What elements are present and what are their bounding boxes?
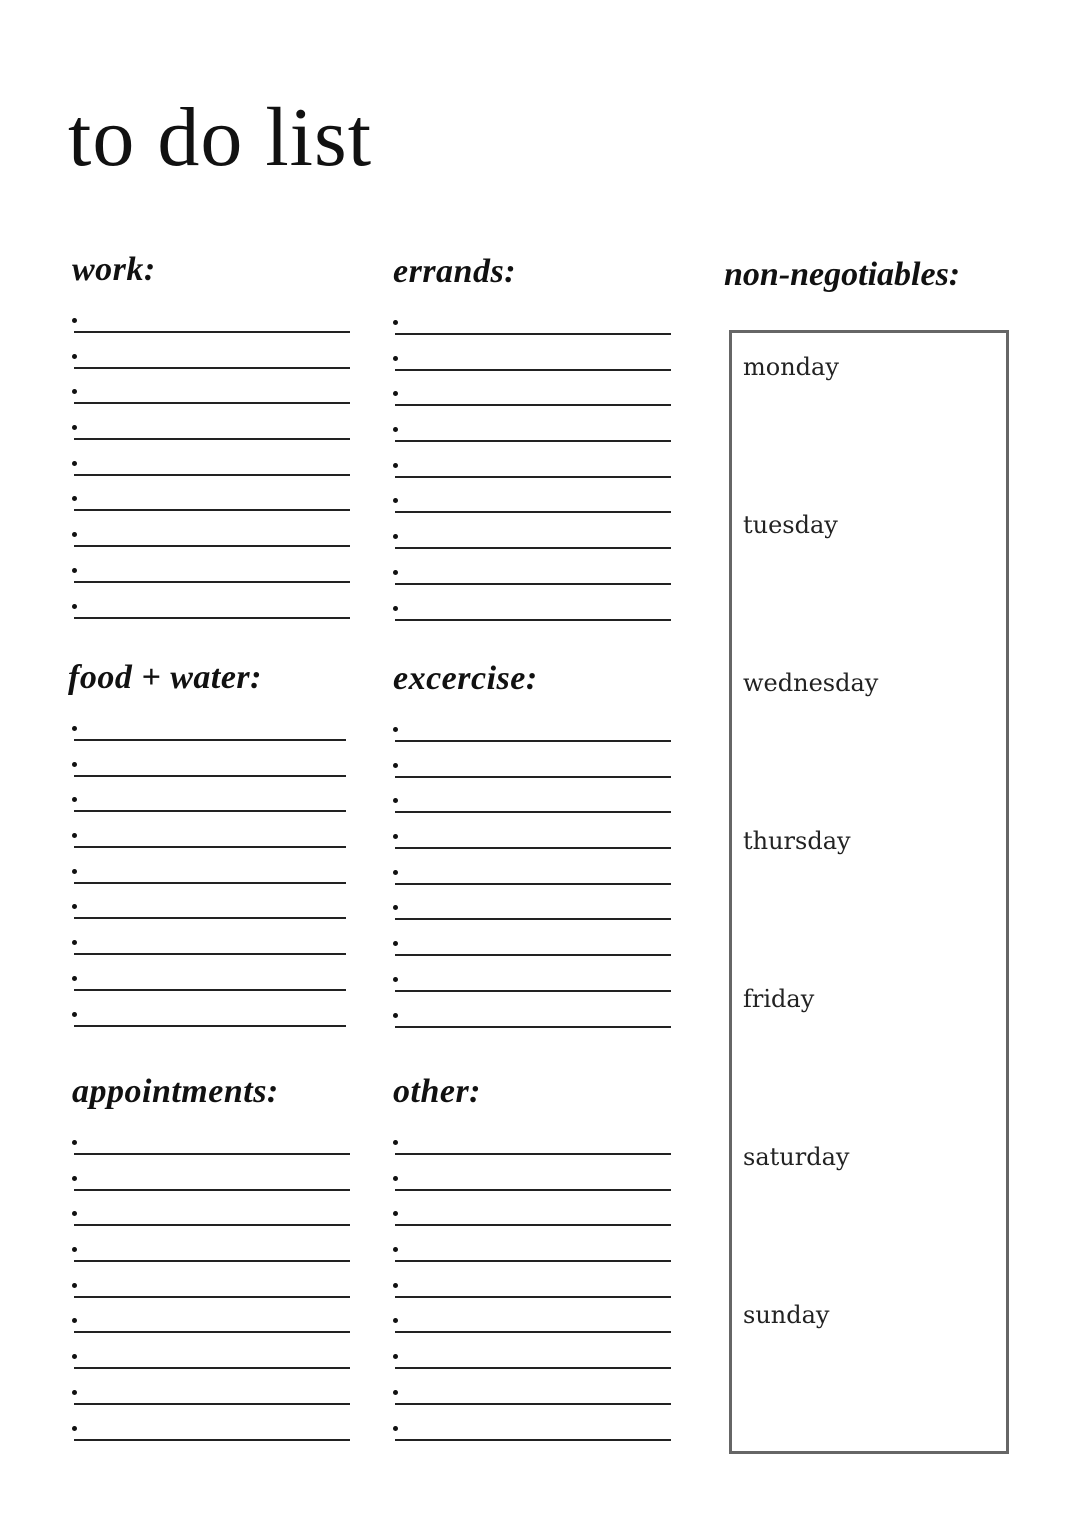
bullet-icon xyxy=(72,1012,77,1017)
bullet-icon xyxy=(72,940,77,945)
write-line[interactable] xyxy=(393,563,683,599)
write-line-rule xyxy=(74,917,346,919)
write-line[interactable] xyxy=(72,755,358,791)
bullet-icon xyxy=(393,1176,398,1181)
bullet-icon xyxy=(393,1426,398,1431)
bullet-icon xyxy=(393,1211,398,1216)
write-line[interactable] xyxy=(72,1133,362,1169)
bullet-icon xyxy=(393,391,398,396)
bullet-icon xyxy=(393,498,398,503)
bullet-icon xyxy=(72,604,77,609)
bullet-icon xyxy=(72,389,77,394)
bullet-icon xyxy=(393,606,398,611)
food-water-heading: food + water: xyxy=(68,659,262,696)
write-line-rule xyxy=(395,547,671,549)
bullet-icon xyxy=(72,496,77,501)
bullet-icon xyxy=(72,354,77,359)
bullet-icon xyxy=(393,941,398,946)
bullet-icon xyxy=(72,1176,77,1181)
food-water-section xyxy=(68,661,358,1040)
write-line[interactable] xyxy=(72,1169,362,1205)
write-line[interactable] xyxy=(72,418,362,454)
write-line[interactable] xyxy=(72,1240,362,1276)
work-lines xyxy=(72,311,362,632)
write-line[interactable] xyxy=(393,1169,683,1205)
write-line-rule xyxy=(74,438,350,440)
write-line-rule xyxy=(74,474,350,476)
day-saturday: saturday xyxy=(743,1143,850,1171)
write-line-rule xyxy=(74,953,346,955)
write-line-rule xyxy=(395,954,671,956)
excercise-section xyxy=(393,662,683,1041)
bullet-icon xyxy=(393,1318,398,1323)
bullet-icon xyxy=(72,568,77,573)
write-line-rule xyxy=(395,1026,671,1028)
bullet-icon xyxy=(72,425,77,430)
write-line-rule xyxy=(395,740,671,742)
write-line-rule xyxy=(395,1224,671,1226)
write-line[interactable] xyxy=(393,491,683,527)
write-line[interactable] xyxy=(393,349,683,385)
write-line[interactable] xyxy=(393,1311,683,1347)
write-line-rule xyxy=(395,404,671,406)
bullet-icon xyxy=(393,320,398,325)
write-line-rule xyxy=(74,545,350,547)
non-negotiables-heading: non-negotiables: xyxy=(724,256,961,293)
write-line[interactable] xyxy=(72,1419,362,1455)
write-line-rule xyxy=(395,1296,671,1298)
write-line-rule xyxy=(395,619,671,621)
write-line[interactable] xyxy=(393,1240,683,1276)
bullet-icon xyxy=(72,318,77,323)
write-line[interactable] xyxy=(393,720,683,756)
bullet-icon xyxy=(72,762,77,767)
write-line-rule xyxy=(74,509,350,511)
bullet-icon xyxy=(72,1283,77,1288)
write-line-rule xyxy=(395,1153,671,1155)
write-line[interactable] xyxy=(72,1311,362,1347)
bullet-icon xyxy=(72,461,77,466)
errands-section xyxy=(393,255,683,634)
write-line-rule xyxy=(395,333,671,335)
appointments-lines xyxy=(72,1133,362,1454)
write-line[interactable] xyxy=(72,597,362,633)
write-line[interactable] xyxy=(72,525,362,561)
write-line-rule xyxy=(74,1296,350,1298)
day-wednesday: wednesday xyxy=(743,669,879,697)
write-line-rule xyxy=(74,1153,350,1155)
bullet-icon xyxy=(72,1318,77,1323)
write-line[interactable] xyxy=(72,933,358,969)
bullet-icon xyxy=(393,570,398,575)
write-line-rule xyxy=(395,1189,671,1191)
write-line-rule xyxy=(395,440,671,442)
bullet-icon xyxy=(72,1354,77,1359)
work-section xyxy=(72,253,362,632)
bullet-icon xyxy=(72,1211,77,1216)
bullet-icon xyxy=(393,1013,398,1018)
write-line-rule xyxy=(395,1331,671,1333)
write-line[interactable] xyxy=(393,527,683,563)
write-line-rule xyxy=(395,1367,671,1369)
write-line-rule xyxy=(395,476,671,478)
write-line-rule xyxy=(395,511,671,513)
bullet-icon xyxy=(72,869,77,874)
write-line[interactable] xyxy=(393,1383,683,1419)
bullet-icon xyxy=(72,726,77,731)
write-line[interactable] xyxy=(72,719,358,755)
bullet-icon xyxy=(393,834,398,839)
non-negotiables-box xyxy=(729,330,1009,1454)
bullet-icon xyxy=(72,833,77,838)
food-water-lines xyxy=(72,719,358,1040)
write-line-rule xyxy=(74,1331,350,1333)
write-line-rule xyxy=(395,847,671,849)
write-line-rule xyxy=(395,583,671,585)
write-line-rule xyxy=(395,1260,671,1262)
bullet-icon xyxy=(393,798,398,803)
write-line[interactable] xyxy=(72,897,358,933)
write-line[interactable] xyxy=(72,489,362,525)
write-line-rule xyxy=(395,883,671,885)
write-line[interactable] xyxy=(393,756,683,792)
errands-lines xyxy=(393,313,683,634)
write-line-rule xyxy=(395,990,671,992)
write-line-rule xyxy=(395,369,671,371)
errands-heading: errands: xyxy=(393,253,517,290)
write-line[interactable] xyxy=(393,791,683,827)
bullet-icon xyxy=(72,1426,77,1431)
write-line-rule xyxy=(74,989,346,991)
other-lines xyxy=(393,1133,683,1454)
write-line-rule xyxy=(395,1439,671,1441)
bullet-icon xyxy=(72,1140,77,1145)
write-line-rule xyxy=(74,617,350,619)
write-line-rule xyxy=(74,739,346,741)
write-line[interactable] xyxy=(72,1005,358,1041)
write-line[interactable] xyxy=(393,599,683,635)
bullet-icon xyxy=(393,427,398,432)
write-line[interactable] xyxy=(72,1383,362,1419)
bullet-icon xyxy=(72,797,77,802)
write-line[interactable] xyxy=(393,1347,683,1383)
bullet-icon xyxy=(72,904,77,909)
excercise-lines xyxy=(393,720,683,1041)
bullet-icon xyxy=(393,763,398,768)
write-line[interactable] xyxy=(72,382,362,418)
bullet-icon xyxy=(393,1283,398,1288)
bullet-icon xyxy=(393,727,398,732)
bullet-icon xyxy=(72,976,77,981)
write-line-rule xyxy=(395,1403,671,1405)
appointments-heading: appointments: xyxy=(72,1073,279,1110)
write-line[interactable] xyxy=(393,970,683,1006)
bullet-icon xyxy=(393,1354,398,1359)
bullet-icon xyxy=(393,1247,398,1252)
bullet-icon xyxy=(393,905,398,910)
write-line-rule xyxy=(395,918,671,920)
write-line[interactable] xyxy=(72,1276,362,1312)
bullet-icon xyxy=(393,870,398,875)
write-line-rule xyxy=(395,776,671,778)
appointments-section xyxy=(72,1075,362,1454)
write-line[interactable] xyxy=(393,1204,683,1240)
day-monday: monday xyxy=(743,353,839,381)
bullet-icon xyxy=(393,1390,398,1395)
day-thursday: thursday xyxy=(743,827,851,855)
other-heading: other: xyxy=(393,1073,481,1110)
bullet-icon xyxy=(393,977,398,982)
write-line[interactable] xyxy=(393,456,683,492)
bullet-icon xyxy=(72,1390,77,1395)
bullet-icon xyxy=(72,532,77,537)
write-line[interactable] xyxy=(72,790,358,826)
write-line[interactable] xyxy=(393,313,683,349)
write-line[interactable] xyxy=(393,827,683,863)
write-line-rule xyxy=(74,810,346,812)
write-line[interactable] xyxy=(393,863,683,899)
write-line[interactable] xyxy=(393,1006,683,1042)
write-line[interactable] xyxy=(393,1133,683,1169)
write-line-rule xyxy=(74,367,350,369)
day-friday: friday xyxy=(743,985,815,1013)
bullet-icon xyxy=(393,1140,398,1145)
day-tuesday: tuesday xyxy=(743,511,838,539)
write-line[interactable] xyxy=(393,1419,683,1455)
write-line-rule xyxy=(74,1439,350,1441)
write-line-rule xyxy=(395,811,671,813)
write-line[interactable] xyxy=(72,1204,362,1240)
write-line-rule xyxy=(74,1260,350,1262)
write-line-rule xyxy=(74,1224,350,1226)
write-line-rule xyxy=(74,882,346,884)
write-line[interactable] xyxy=(393,934,683,970)
write-line[interactable] xyxy=(393,384,683,420)
write-line[interactable] xyxy=(72,1347,362,1383)
bullet-icon xyxy=(393,534,398,539)
write-line[interactable] xyxy=(72,862,358,898)
write-line[interactable] xyxy=(393,420,683,456)
write-line[interactable] xyxy=(72,969,358,1005)
write-line-rule xyxy=(74,1403,350,1405)
write-line[interactable] xyxy=(393,898,683,934)
page-title: to do list xyxy=(68,91,373,184)
day-sunday: sunday xyxy=(743,1301,830,1329)
write-line[interactable] xyxy=(72,826,358,862)
write-line[interactable] xyxy=(393,1276,683,1312)
bullet-icon xyxy=(72,1247,77,1252)
write-line-rule xyxy=(74,402,350,404)
write-line-rule xyxy=(74,581,350,583)
write-line-rule xyxy=(74,331,350,333)
excercise-heading: excercise: xyxy=(393,660,538,697)
write-line[interactable] xyxy=(72,454,362,490)
write-line-rule xyxy=(74,775,346,777)
bullet-icon xyxy=(393,463,398,468)
work-heading: work: xyxy=(72,251,156,288)
write-line[interactable] xyxy=(72,561,362,597)
bullet-icon xyxy=(393,356,398,361)
write-line[interactable] xyxy=(72,311,362,347)
write-line-rule xyxy=(74,1367,350,1369)
write-line-rule xyxy=(74,1025,346,1027)
other-section xyxy=(393,1075,683,1454)
write-line-rule xyxy=(74,1189,350,1191)
write-line[interactable] xyxy=(72,347,362,383)
write-line-rule xyxy=(74,846,346,848)
